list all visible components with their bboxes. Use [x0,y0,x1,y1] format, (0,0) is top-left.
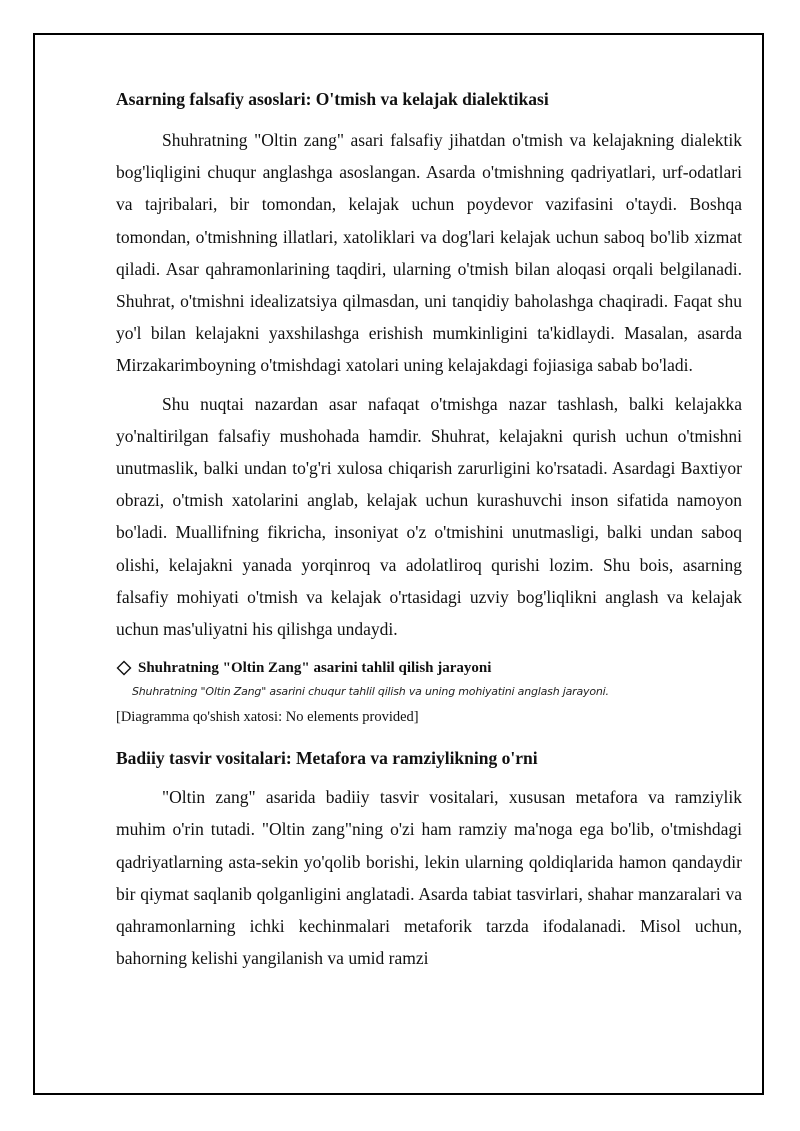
section-heading-philosophy: Asarning falsafiy asoslari: O'tmish va kelajak dialektikasi [116,89,549,109]
paragraph-philosophy-1: Shuhratning "Oltin zang" asari falsafiy jihatdan o'tmish va kelajakning dialektik bog'liqligini chuqur anglashga asoslangan. Asarda o'tmishning qadriyatlari, urf-odatlari va tajribalari, bir tomondan, kelajak uchun poydevor vazifasini o'taydi. Boshqa tomondan, o'tmishning illatlari, xatoliklari va dog'lari kelajak uchun saboq bo'lib xizmat qiladi. Asar qahramonlarining taqdiri, ularning o'tmish bilan aloqasi orqali belgilanadi. Shuhrat, o'tmishni idealizatsiya qilmasdan, uni tanqidiy baholashga chaqiradi. Faqat shu yo'l bilan kelajakni yaxshilashga erishish mumkinligini ta'kidlaydi. Masalan, asarda Mirzakarimboyning o'tmishdagi xatolari uning kelajakdagi fojiasiga sabab bo'ladi. [116,130,742,376]
paragraph-imagery-1: "Oltin zang" asarida badiiy tasvir vositalari, xususan metafora va ramziylik muhim o'rin tutadi. "Oltin zang"ning o'zi ham ramziy ma'noga ega bo'lib, o'tmishdagi qadriyatlarning asta-sekin yo'qolib borishi, lekin ularning qoldiqlarida hamon qandaydir bir qiymat saqlanib qolganligini anglatadi. Asarda tabiat tasvirlari, shahar manzaralari va qahramonlarning ichki kechinmalari metaforik tarzda ifodalanadi. Misol uchun, bahorning kelishi yangilanish va umid ramzi [116,787,742,969]
paragraph-philosophy-2: Shu nuqtai nazardan asar nafaqat o'tmishga nazar tashlash, balki kelajakka yo'naltirilgan falsafiy mushohada hamdir. Shuhrat, kelajakni qurish uchun o'tmishni unutmaslik, balki undan to'g'ri xulosa chiqarish zarurligini ko'rsatadi. Asardagi Baxtiyor obrazi, o'tmish xatolarini anglab, kelajak uchun kurashuvchi inson sifatida namoyon bo'ladi. Muallifning fikricha, insoniyat o'z o'tmishini unutmasligi, balki undan saboq olishi, kelajakni yanada yorqinroq va adolatliroq qurishi lozim. Shu bois, asarning falsafiy mohiyati o'tmish va kelajak o'rtasidagi uzviy bog'liqlikni anglash va kelajak uchun mas'uliyatni his qilishga undaydi. [116,393,742,640]
diamond-outline-icon [116,660,132,676]
diagram-title-text: Shuhratning "Oltin Zang" asarini tahlil qilish jarayoni [138,659,492,676]
diagram-title [116,655,742,681]
diagram-error-message: [Diagramma qo'shish xatosi: No elements provided] [116,709,419,726]
document-content [116,82,742,974]
section-heading-imagery: Badiiy tasvir vositalari: Metafora va ramziylikning o'rni [116,748,538,769]
diagram-subtitle: Shuhratning "Oltin Zang" asarini chuqur tahlil qilish va uning mohiyatini anglash jarayoni. [132,685,609,699]
